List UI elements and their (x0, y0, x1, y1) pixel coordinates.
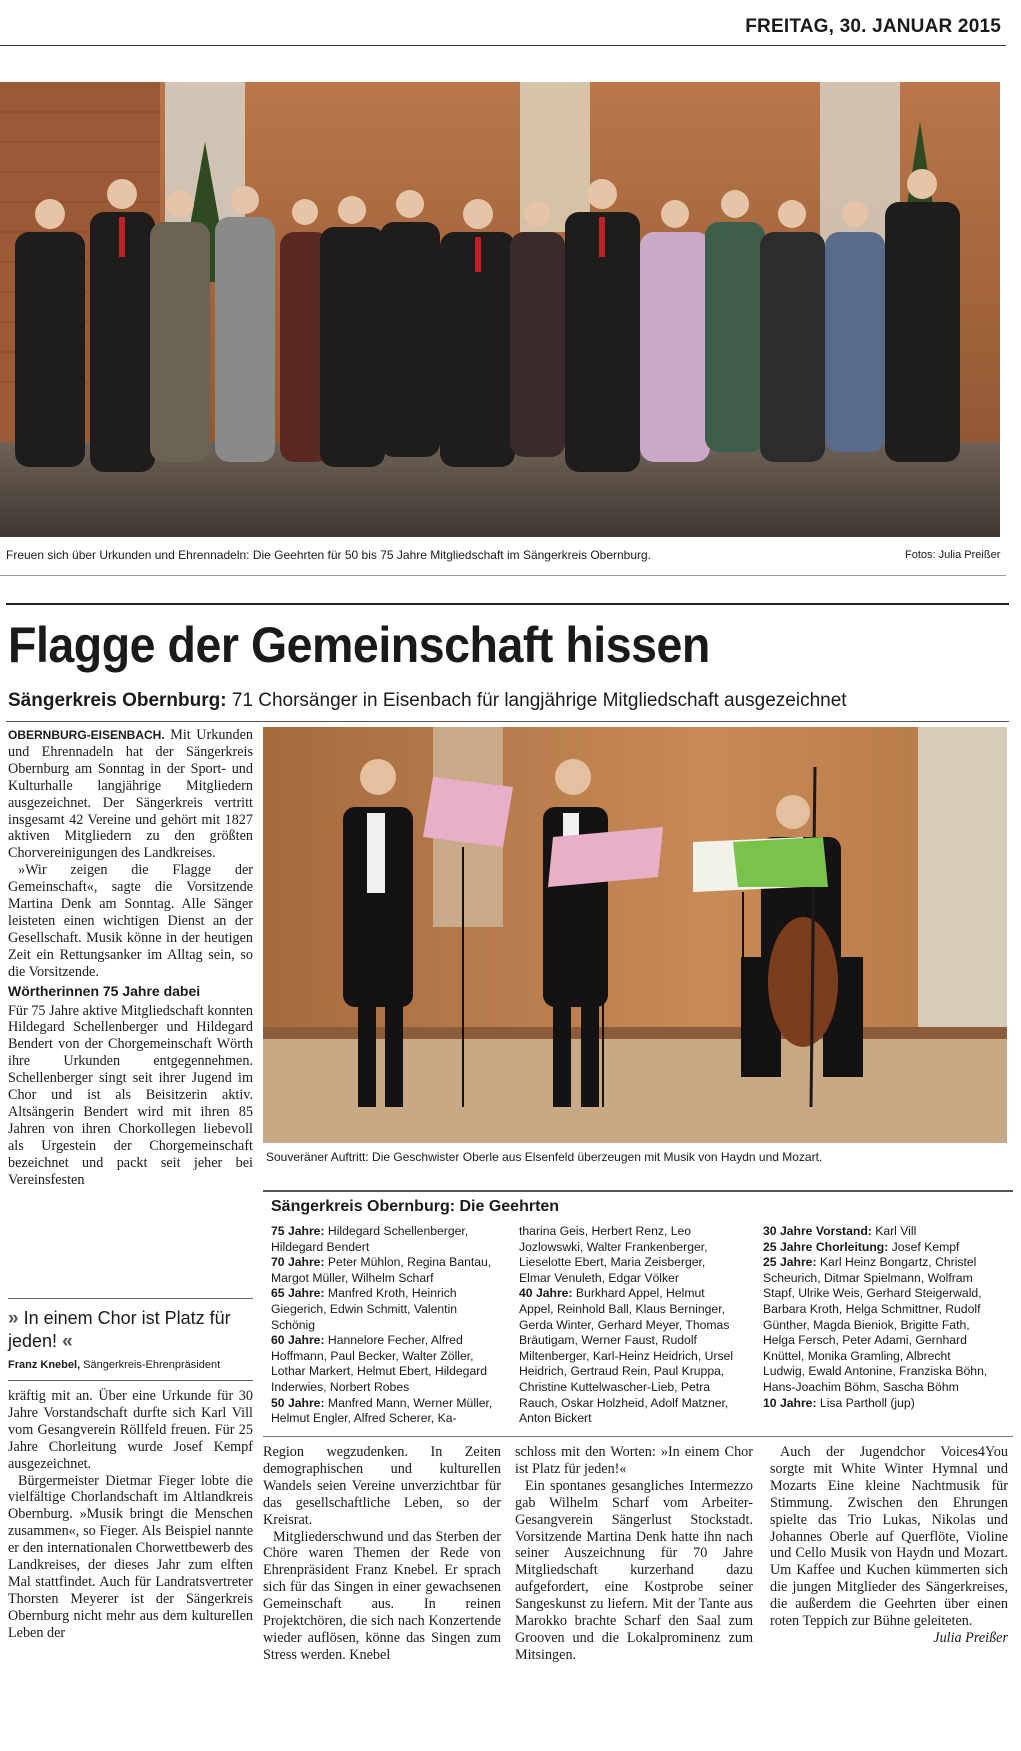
article-column-1 (8, 727, 253, 1188)
honoree-entry (519, 1286, 739, 1426)
honoree-category: 50 Jahre: (271, 1395, 325, 1410)
quote-open-mark: » (8, 1308, 19, 1329)
honoree-names: Manfred Mann, Werner Müller, Helmut Engler, Alfred Scherer, Ka- (271, 1395, 493, 1426)
honorees-column-2 (519, 1224, 739, 1427)
issue-date: FREITAG, 30. JANUAR 2015 (745, 16, 1001, 37)
paragraph-8: schloss mit den Worten: »In einem Chor ist Platz für jeden!« (515, 1444, 753, 1477)
paragraph-2: »Wir zeigen die Flagge der Gemeinschaft«, sagte die Vorsitzende Martina Denk am Sonntag. Alle Sänger leisteten einen wichtigen Dienst an der Gesellschaft. Musik könne in der heutigen Zeit ein Rettungsanker im Alltag sein, so die Vorsitzende. (8, 862, 253, 980)
honoree-category: 25 Jahre Chorleitung: (763, 1239, 889, 1254)
trio-photo-image (263, 727, 1007, 1143)
honoree-names: Manfred Kroth, Heinrich Giegerich, Edwin Schmitt, Valentin Schönig (271, 1286, 458, 1332)
paragraph-3: Für 75 Jahre aktive Mitgliedschaft konnten Hildegard Schellenberger und Hildegard Bendert von der Chorgemeinschaft Wörth ihre Urkunden entgegennehmen. Schellenberger singt seit ihrer Jugend im Chor und ist als Beisitzerin aktiv. Altsängerin Bendert wird mit ihren 85 Jahren von ihren Chorkollegen liebevoll als Urgestein der Chorgemeinschaft bezeichnet und packt seit jeher bei Vereinsfesten (8, 1002, 253, 1188)
paragraph-intro-text: Mit Urkunden und Ehrennadeln hat der Sängerkreis Obernburg am Sonntag in der Sport- und Kulturhalle langjährige Mitgliedern ausgezeichnet. Der Sängerkreis vertritt insgesamt 42 Vereine und gehört mit 1827 aktiven Mitgliedern zu den größten Chorvereinigungen des Landkreises. (8, 727, 253, 862)
honorees-box (263, 1190, 1013, 1438)
honoree-category: 40 Jahre: (519, 1286, 573, 1301)
honorees-column-1 (271, 1224, 499, 1427)
honoree-entry (519, 1224, 739, 1286)
honoree-names: tharina Geis, Herbert Renz, Leo Jozlowswki, Walter Frankenberger, Lieselotte Ebert, Maria Zeisberger, Elmar Venuleth, Edgar Völker (519, 1224, 708, 1285)
paragraph-5: Bürgermeister Dietmar Fieger lobte die vielfältige Chorlandschaft im Altlandkreis Obernburg. »Musik bringt die Menschen zusammen«, so Fieger. Als Beispiel nannte er den internationalen Chorwettbewerb des Landkreises, der dieses Jahr zum elften Mal stattfindet. Auch für Landratsvertreter Thorsten Meyerer ist der Sängerkreis Obernburg nicht mehr aus dem kulturellen Leben der (8, 1472, 253, 1641)
honoree-names: Lisa Partholl (jup) (816, 1395, 915, 1410)
honoree-entry (271, 1333, 499, 1395)
paragraph-10: Auch der Jugendchor Voices4You sorgte mit White Winter Hymnal und Mozarts Eine kleine Nachtmusik für Stimmung. Zwischen den Ehrungen spielte das Trio Lukas, Nikolas und Johannes Oberle auf Querflöte, Violine und Cello Musik von Haydn und Mozart. Um Kaffee und Kuchen kümmerten sich die jungen Mitglieder des Sängerkreises, die außerdem die Geehrten über einen roten Teppich zur Bühne geleiteten. (770, 1444, 1008, 1630)
article-column-3 (515, 1444, 753, 1664)
pull-quote (8, 1307, 253, 1371)
headline: Flagge der Gemeinschaft hissen (8, 617, 710, 673)
honoree-entry (763, 1240, 995, 1256)
honoree-names: Hildegard Schellenberger, Hildegard Bendert (271, 1224, 469, 1254)
caption-rule (0, 575, 1006, 576)
box-rule-bottom (263, 1436, 1013, 1437)
group-photo-caption: Freuen sich über Urkunden und Ehrennadeln: Die Geehrten für 50 bis 75 Jahre Mitgliedschaft im Sängerkreis Obernburg. (6, 548, 652, 562)
quote-author-role: Sängerkreis-Ehrenpräsident (80, 1359, 221, 1371)
top-rule (0, 45, 1006, 46)
quote-rule-bottom (8, 1380, 253, 1381)
honoree-names: Karl Heinz Bongartz, Christel Scheurich, Ditmar Spielmann, Wolfram Stapf, Ulrike Weis, Gerhard Steigerwald, Barbara Kroth, Helga Schmittner, Rudolf Günther, Magda Bieniok, Brigitte Fath, Helga Fersch, Peter Adami, Gernhard Knüttel, Monika Gramling, Albrecht Ludwig, Ewald Antonine, Franziska Böhn, Hans-Joachim Böhm, Sascha Böhm (763, 1255, 988, 1394)
paragraph-9: Ein spontanes gesangliches Intermezzo gab Wilhelm Scharf vom Arbeiter-Gesangverein Sängerlust Stockstadt. Vorsitzende Martina Denk hatte ihn nach seiner Auszeichnung für 70 Jahre Mitgliedschaft kurzerhand dazu aufgefordert, eine Kostprobe seiner Sangeskunst zu liefern. Mit der Tante aus Marokko brachte Scharf den Saal zum Grooven und die Lokalprominenz zum Mitsingen. (515, 1477, 753, 1663)
quote-author: Franz Knebel, (8, 1359, 81, 1371)
photo-credit: Fotos: Julia Preißer (905, 549, 1001, 561)
quote-rule-top (8, 1298, 253, 1299)
subhead-topic: Sängerkreis Obernburg: (8, 690, 227, 711)
article-column-4 (770, 1444, 1008, 1647)
subhead-text: 71 Chorsänger in Eisenbach für langjährige Mitgliedschaft ausgezeichnet (226, 690, 847, 711)
honoree-names: Hannelore Fecher, Alfred Hoffmann, Paul Becker, Walter Zöller, Lothar Markert, Helmut Ebert, Hildegard Inderwies, Norbert Robes (271, 1333, 488, 1394)
box-rule-top (263, 1190, 1013, 1192)
author-signature: Julia Preißer (933, 1629, 1008, 1646)
subhead-rule (6, 721, 1009, 722)
dateline: OBERNBURG-EISENBACH. (8, 728, 165, 742)
article-column-2 (263, 1444, 501, 1664)
honoree-names: Karl Vill (871, 1224, 917, 1238)
honoree-category: 60 Jahre: (271, 1333, 325, 1348)
group-photo (0, 82, 1000, 537)
honoree-category: 30 Jahre Vorstand: (763, 1224, 872, 1238)
honoree-category: 65 Jahre: (271, 1286, 325, 1301)
honoree-names: Josef Kempf (888, 1239, 960, 1254)
honorees-title: Sängerkreis Obernburg: Die Geehrten (271, 1198, 560, 1215)
honoree-names: Burkhard Appel, Helmut Appel, Reinhold Ball, Klaus Berninger, Gerda Winter, Gerhard Meyer, Thomas Bräutigam, Werner Faust, Rudolf Miltenberger, Karl-Heinz Heidrich, Ursel Heidrich, Gertraud Rein, Paul Kruppa, Christine Kuttelwascher-Lieb, Petra Rauch, Oskar Holzheid, Adolf Matzner, Anton Bickert (519, 1286, 734, 1426)
paragraph-4: kräftig mit an. Über eine Urkunde für 30 Jahre Vorstandschaft durfte sich Karl Vill vom Gesangverein Röllfeld freuen. Für 25 Jahre Chorleitung wurde Josef Kempf ausgezeichnet. (8, 1388, 253, 1472)
honoree-category: 75 Jahre: (271, 1224, 325, 1238)
article-column-1-lower (8, 1388, 253, 1642)
headline-rule (6, 603, 1009, 605)
quote-close-mark: « (62, 1331, 73, 1352)
trio-photo-caption: Souveräner Auftritt: Die Geschwister Oberle aus Elsenfeld überzeugen mit Musik von Haydn und Mozart. (266, 1150, 823, 1164)
paragraph-intro (8, 727, 253, 862)
honoree-entry (763, 1396, 995, 1412)
honoree-category: 25 Jahre: (763, 1255, 817, 1270)
honoree-category: 70 Jahre: (271, 1255, 325, 1270)
paragraph-7: Mitgliederschwund und das Sterben der Chöre waren Themen der Rede von Ehrenpräsident Franz Knebel. Er sprach sich für das Singen in einer gewachsenen Gemeinschaft aus. In reinen Projektchören, die sich nach Konzertende wieder auflösen, könne das Singen zum Stress werden. Knebel (263, 1528, 501, 1663)
honorees-column-3 (763, 1224, 995, 1411)
trio-photo (263, 727, 1007, 1143)
honoree-entry (271, 1396, 499, 1427)
honoree-category: 10 Jahre: (763, 1395, 817, 1410)
honoree-entry (763, 1255, 995, 1395)
quote-text: In einem Chor ist Platz für jeden! (8, 1308, 231, 1351)
group-photo-image (0, 82, 1000, 537)
honoree-entry (271, 1224, 499, 1255)
subheadline (8, 690, 847, 712)
honoree-entry (271, 1286, 499, 1333)
section-subtitle: Wörtherinnen 75 Jahre dabei (8, 982, 201, 999)
honoree-entry (763, 1224, 995, 1240)
honoree-entry (271, 1255, 499, 1286)
honoree-names: Peter Mühlon, Regina Bantau, Margot Müller, Wilhelm Scharf (271, 1255, 492, 1285)
paragraph-6: Region wegzudenken. In Zeiten demographischen und kulturellen Wandels seien Vereine unverzichtbar für das gesellschaftliche Leben, so der Kreisrat. (263, 1444, 501, 1528)
